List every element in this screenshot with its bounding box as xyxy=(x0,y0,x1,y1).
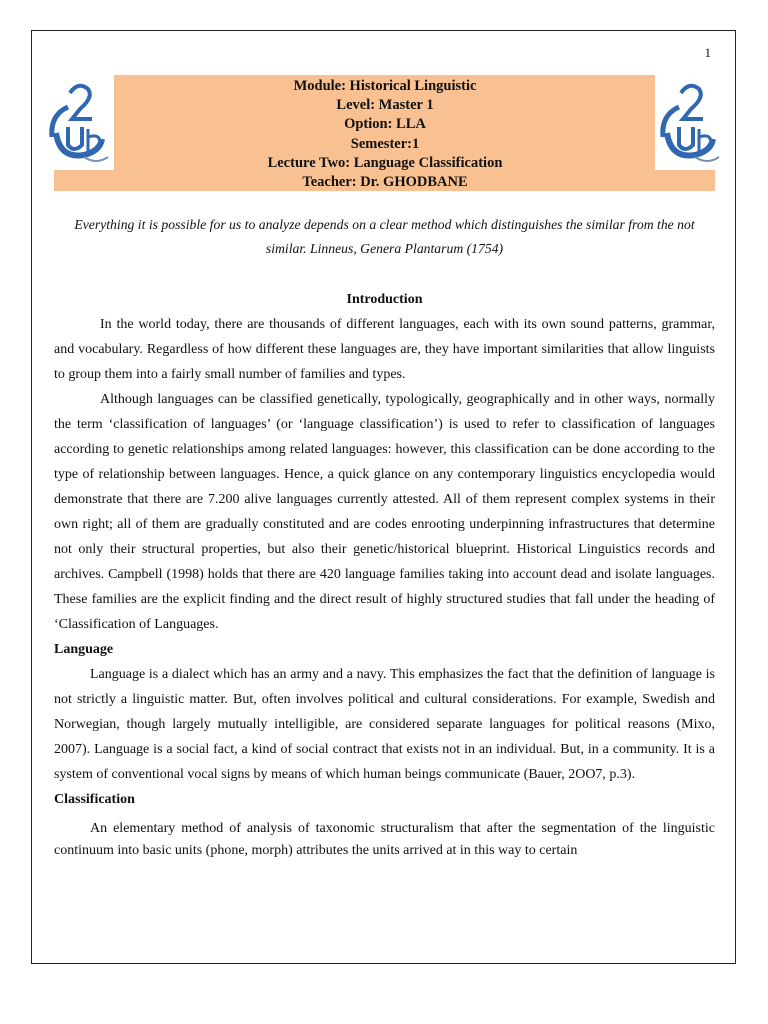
option-line: Option: LLA xyxy=(344,116,426,133)
intro-paragraph-2: Although languages can be classified genetically, typologically, geographically and in other ways, normally the term ‘classification of languages’ (or ‘language classification’) is used to refer to classification of languages according to genetic relationships among related languages: however, this classification can be done according to the type of relationship between languages. Hence, a quick glance on any contemporary linguistics encyclopedia would demonstrate that there are 7.200 alive languages currently attested. All of them represent complex systems in their own right; all of them are gradually constituted and are codes enrooting underpinning infrastructures that determine not only their structural properties, but also their genetic/historical blueprint. Historical Linguistics records and archives. Campbell (1998) holds that there are 420 language families taking into account dead and isolate languages. These families are the explicit finding and the direct result of highly structured studies that fall under the heading of ‘Classification of Languages. xyxy=(54,392,715,632)
page-number: 1 xyxy=(704,45,711,60)
university-logo-right xyxy=(655,75,725,170)
document-page xyxy=(31,30,736,964)
document-body xyxy=(54,287,715,862)
intro-paragraph-1: In the world today, there are thousands of different languages, each with its own sound patterns, grammar, and vocabulary. Regardless of how different these languages are, they have important similarities that allow linguists to group them into a fairly small number of families and types. xyxy=(54,317,715,382)
epigraph-quote: Everything it is possible for us to analyze depends on a clear method which distinguishes the similar from the not similar. Linneus, Genera Plantarum (1754) xyxy=(74,217,695,256)
classification-heading: Classification xyxy=(54,792,135,807)
lecture-line: Lecture Two: Language Classification xyxy=(267,154,503,171)
level-line: Level: Master 1 xyxy=(336,97,434,114)
teacher-line: Teacher: Dr. GHODBANE xyxy=(302,174,468,191)
module-line: Module: Historical Linguistic xyxy=(293,78,477,94)
language-paragraph: Language is a dialect which has an army and a navy. This emphasizes the fact that the definition of language is not strictly a linguistic matter. But, often involves political and cultural considerations. For example, Swedish and Norwegian, though largely mutually intelligible, are considered separate languages for political reasons (Mixo, 2007). Language is a social fact, a kind of social contract that exists not in an individual. But, in a community. It is a system of conventional vocal signs by means of which human beings communicate (Bauer, 2OO7, p.3). xyxy=(54,667,715,782)
classification-paragraph: An elementary method of analysis of taxonomic structuralism that after the segmentation of the linguistic continuum into basic units (phone, morph) attributes the units arrived at in this way to certain xyxy=(54,821,715,858)
introduction-heading: Introduction xyxy=(346,292,423,307)
course-info xyxy=(174,77,596,192)
semester-line: Semester:1 xyxy=(350,135,420,152)
university-logo-left xyxy=(44,75,114,170)
header-band xyxy=(54,75,715,191)
language-heading: Language xyxy=(54,642,114,657)
